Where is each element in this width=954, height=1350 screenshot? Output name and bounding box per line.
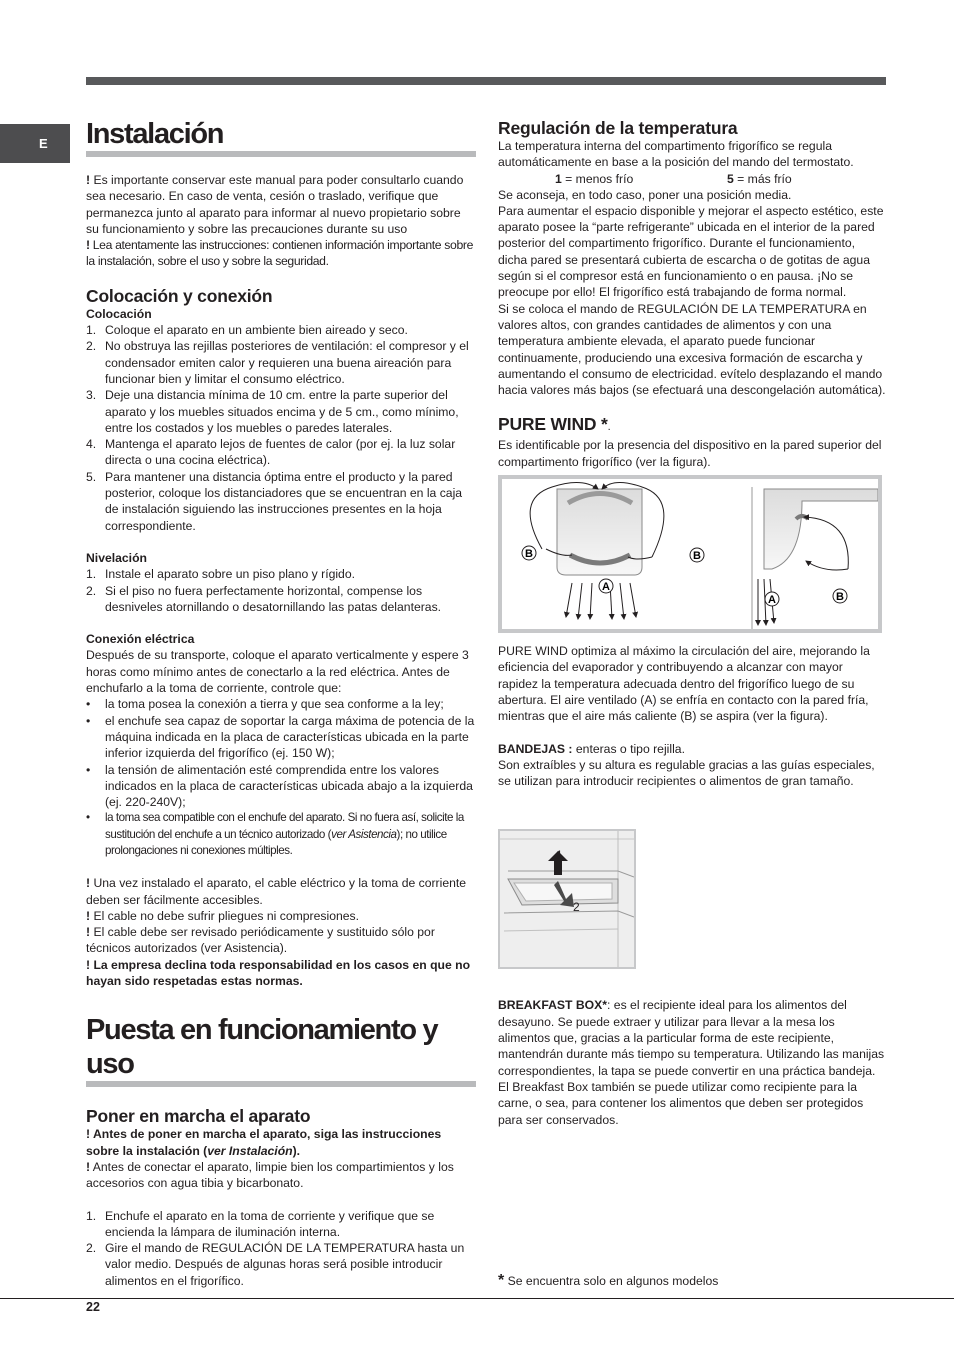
bandejas-paragraph: Son extraíbles y su altura es regulable gracias a las guías especiales, se utilizan para introducir recipientes o alimentos de gran tamaño. <box>498 757 875 789</box>
footer-rule <box>0 1298 954 1299</box>
airflow-arrow <box>804 517 848 569</box>
temperature-scale <box>498 171 886 187</box>
subheading-conexion: Conexión eléctrica <box>86 632 195 647</box>
label-b-right: B <box>693 550 701 563</box>
section-heading-poner: Poner en marcha el aparato <box>86 1106 311 1127</box>
regulacion-paragraph-2: Se aconseja, en todo caso, poner una posición media. <box>498 187 792 202</box>
list-item: • el enchufe sea capaz de soportar la carga máxima de potencia de la máquina indicada en la placa de características ubicada en la parte inferior izquierda del frigorífico (ej. 150 W); <box>86 713 475 761</box>
list-item: 2. Gire el mando de REGULACIÓN DE LA TEMPERATURA hasta un valor medio. Después de algunas horas será posible introducir alimentos en el frigorífico. <box>86 1241 465 1288</box>
device-side-body <box>764 489 878 569</box>
regulacion-paragraph-3: Para aumentar el espacio disponible y mejorar el aspecto estético, este aparato posee la “parte refrigerante” ubicada en el interior de la pared posterior del compartimento frigorífico. Durante el funcionamiento, dicha pared se presentará cubierta de escarcha o de gotitas de agua según si el compresor está en funcionamiento o en pausa. ¡No se preocupe por ello! El frigorífico está trabajando de forma normal. <box>498 203 884 300</box>
conexion-intro: Después de su transporte, coloque el aparato verticalmente y espere 3 horas como mínimo antes de conectarlo a la red eléctrica. Antes de enchufarlo a la toma de corriente, controle que: <box>86 648 469 696</box>
language-tab: E <box>0 124 70 163</box>
list-item: 1. Enchufe el aparato en la toma de corriente y verifique que se encienda la lámpara de iluminación interna. <box>86 1208 435 1239</box>
airflow-arrow <box>806 561 848 570</box>
list-item: 5. Para mantener una distancia óptima entre el producto y la pared posterior, coloque los distanciadores que se encuentran en la caja de instalación siguiendo las instrucciones presentes en la hoja correspondiente. <box>86 469 463 533</box>
poner-warning: ! Antes de poner en marcha el aparato, siga las instrucciones sobre la instalación (ver Instalación). <box>86 1127 442 1158</box>
page-title-puesta: Puesta en funcionamiento y uso <box>86 1013 476 1087</box>
warning-4: ! La empresa declina toda responsabilidad en los casos en que no hayan sido respetadas estas normas. <box>86 957 471 989</box>
colocacion-list <box>86 322 476 534</box>
section-heading-regulacion: Regulación de la temperatura <box>498 118 738 138</box>
subheading-colocacion: Colocación <box>86 306 152 321</box>
max-setting: 5 = más frío <box>727 171 792 186</box>
section-heading-colocacion: Colocación y conexión <box>86 285 273 306</box>
pure-paragraph-1: Es identificable por la presencia del dispositivo en la pared superior del compartimento frigorífico (ver la figura). <box>498 438 882 469</box>
poner-list <box>86 1208 476 1289</box>
top-rule <box>86 77 886 85</box>
step-2-label: 2 <box>573 900 580 915</box>
poner-paragraph: ! Antes de conectar el aparato, limpie bien los compartimientos y los accesorios con agua tibia y bicarbonato. <box>86 1159 454 1191</box>
warning-2: ! El cable no debe sufrir pliegues ni compresiones. <box>86 908 360 923</box>
min-setting: 1 = menos frío <box>555 171 634 186</box>
shelf-diagram <box>500 831 634 967</box>
pure-wind-figure <box>498 475 882 633</box>
bandejas-heading: BANDEJAS : enteras o tipo rejilla. <box>498 741 685 756</box>
list-item: 4. Mantenga el aparato lejos de fuentes de calor (por ej. la luz solar directa o una cocina eléctrica). <box>86 437 456 468</box>
subheading-nivelacion: Nivelación <box>86 550 147 565</box>
shelf-figure <box>498 829 636 969</box>
breakfast-paragraph: BREAKFAST BOX*: es el recipiente ideal para los alimentos del desayuno. Se puede extraer y utilizar para llevar a la mesa los alimentos que, gracias a la particular forma de este recipiente, mantendrán durante más tiempo su temperatura. Utilizando las manijas correspondientes, la tapa se puede convertir en una práctica bandeja. El Breakfast Box también se puede utilizar como recipiente para la carne, o sea, para contener los alimentos que deben ser protegidos para ser conservados. <box>498 998 885 1127</box>
label-a: A <box>602 581 610 594</box>
list-item: 2. Si el piso no fuera perfectamente horizontal, compense los desniveles atornillando o desatornillando las patas delanteras. <box>86 583 442 614</box>
airflow-diagram <box>502 479 878 629</box>
page-number: 22 <box>86 1300 100 1314</box>
list-item: • la tensión de alimentación esté comprendida entre los valores indicados en la placa de características ubicada abajo a la izquierda (ej. 220-240V); <box>86 762 473 810</box>
warning-3: ! El cable debe ser revisado periódicamente y sustituido sólo por técnicos autorizados (ver Asistencia). <box>86 925 435 956</box>
right-column <box>498 118 886 1128</box>
label-b-left: B <box>525 548 533 561</box>
nivelacion-list <box>86 566 476 615</box>
regulacion-paragraph-4: Si se coloca el mando de REGULACIÓN DE LA TEMPERATURA en valores altos, con grandes cantidades de alimentos y con una temperatura ambiente elevada, el aparato puede funcionar continuamente, produciendo una excesiva formación de escarcha y aumentando el consumo de electricidad. evítelo desplazando el mando hacia valores más bajos (se efectuará una descongelación automática). <box>498 301 886 398</box>
list-item: • la toma sea compatible con el enchufe del aparato. Si no fuera así, solicite la sustitución del enchufe a un técnico autorizado (ver Asistencia); no utilice prolongaciones ni conexiones múltiples. <box>86 811 464 857</box>
intro-paragraph-2: ! Lea atentamente las instrucciones: contienen información importante sobre la instalación, sobre el uso y sobre la seguridad. <box>86 238 474 269</box>
label-a-side: A <box>768 594 776 607</box>
list-item: • la toma posea la conexión a tierra y que sea conforme a la ley; <box>86 697 444 712</box>
list-item: 1. Instale el aparato sobre un piso plano y rígido. <box>86 567 356 582</box>
list-item: 1. Coloque el aparato en un ambiente bien aireado y seco. <box>86 323 408 338</box>
footnote: * Se encuentra solo en algunos modelos <box>498 1272 719 1289</box>
list-item: 2. No obstruya las rejillas posteriores de ventilación: el compresor y el condensador emiten calor y requieren una buena aireación para funcionar bien y limitar el consumo eléctrico. <box>86 339 469 386</box>
section-heading-pure-wind: PURE WIND *. <box>498 414 611 435</box>
left-column <box>86 117 476 1289</box>
page-title-instalacion: Instalación <box>86 117 476 157</box>
regulacion-paragraph-1: La temperatura interna del compartimento frigorífico se regula automáticamente en base a la posición del mando del termostato. <box>498 139 854 170</box>
pure-paragraph-2: PURE WIND optimiza al máximo la circulación del aire, mejorando la eficiencia del evaporador y contribuyendo a alcanzar con mayor rapidez la temperatura adecuada dentro del frigorífico luego de su abertura. El aire ventilado (A) se enfría en contacto con la pared fría, mientras que el aire más caliente (B) se aspira (ver la figura). <box>498 644 870 724</box>
conexion-bullets <box>86 696 476 859</box>
warning-1: ! Una vez instalado el aparato, el cable eléctrico y la toma de corriente deben ser fácilmente accesibles. <box>86 876 467 907</box>
intro-paragraph-1: ! Es importante conservar este manual para poder consultarlo cuando sea necesario. En caso de venta, cesión o traslado, verifique que permanezca junto al aparato para informar al nuevo propietario sobre su funcionamiento y sobre las precauciones durante su uso <box>86 173 464 236</box>
list-item: 3. Deje una distancia mínima de 10 cm. entre la parte superior del aparato y los muebles situados encima y de 5 cm., como mínimo, entre los costados y los muebles o paredes laterales. <box>86 388 459 435</box>
step-1-label: 1 <box>556 848 563 863</box>
label-b-side: B <box>836 591 844 604</box>
